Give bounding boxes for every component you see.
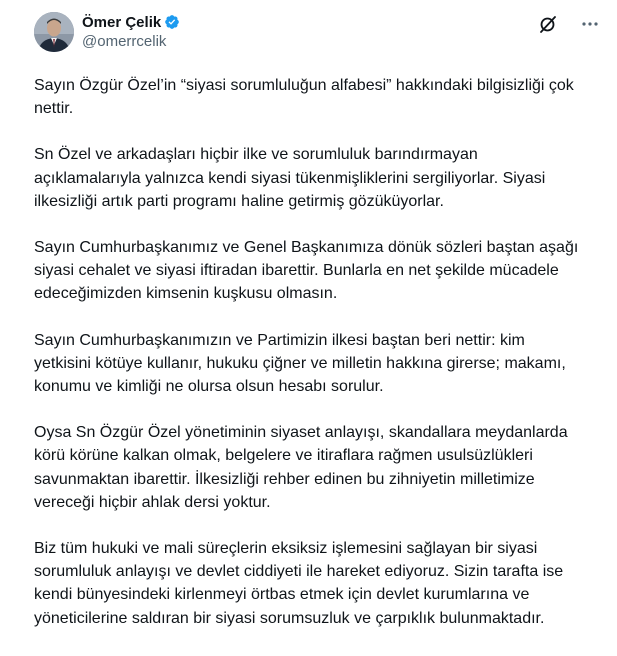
tweet-paragraph: Sayın Özgür Özel’in “siyasi sorumluluğun alfabesi” hakkındaki bilgisizliği çok nettir. (34, 77, 574, 118)
tweet-actions (538, 12, 600, 34)
tweet-header (34, 12, 600, 56)
tweet-paragraph: Biz tüm hukuki ve mali süreçlerin eksiksiz işlemesini sağlayan bir siyasi sorumluluk anlayışı ve devlet ciddiyeti ile hareket ediyoruz. Sizin tarafta ise kendi bünyesindeki kirlenmeyi örtbas etmek için devlet kurumlarına ve yöneticilerine saldıran bir siyasi sorumsuzluk ve çarpıklık bulunmaktadır. (34, 540, 564, 627)
grok-slash-icon[interactable] (538, 14, 558, 34)
tweet-paragraph: Oysa Sn Özgür Özel yönetiminin siyaset anlayışı, skandallara meydanlarda körü körüne kalkan olmak, belgelere ve itiraflara rağmen usulsüzlükleri savunmaktan ibarettir. İlkesizliği rehber edinen bu zihniyetin milletimize vereceği hiçbir ahlak dersi yoktur. (34, 424, 568, 511)
avatar[interactable] (34, 12, 74, 52)
tweet-paragraph: Sayın Cumhurbaşkanımız ve Genel Başkanımıza dönük sözleri baştan aşağı siyasi cehalet ve siyasi iftiradan ibarettir. Bunlarla en net şekilde mücadele edeceğimizden kimsenin kuşkusu olmasın. (34, 239, 579, 303)
more-options-icon[interactable] (580, 14, 600, 34)
tweet-paragraph: Sayın Cumhurbaşkanımızın ve Partimizin ilkesi baştan beri nettir: kim yetkisini kötüye kullanır, hukuku çiğner ve milletin hakkına girerse; makamı, konumu ve kimliği ne olursa olsun hesabı sorulur. (34, 331, 566, 396)
author-info (82, 12, 180, 50)
tweet-body (34, 74, 582, 630)
tweet-paragraph: Sn Özel ve arkadaşları hiçbir ilke ve sorumluluk barındırmayan açıklamalarıyla yalnızca kendi siyasi tükenmişliklerini sergiliyorlar. Siyasi ilkesizliği artık parti programı haline getirmiş gözüküyorlar. (34, 146, 546, 210)
verified-badge-icon (164, 14, 180, 30)
handle[interactable]: @omerrcelik (82, 33, 167, 50)
display-name[interactable]: Ömer Çelik (82, 13, 162, 31)
